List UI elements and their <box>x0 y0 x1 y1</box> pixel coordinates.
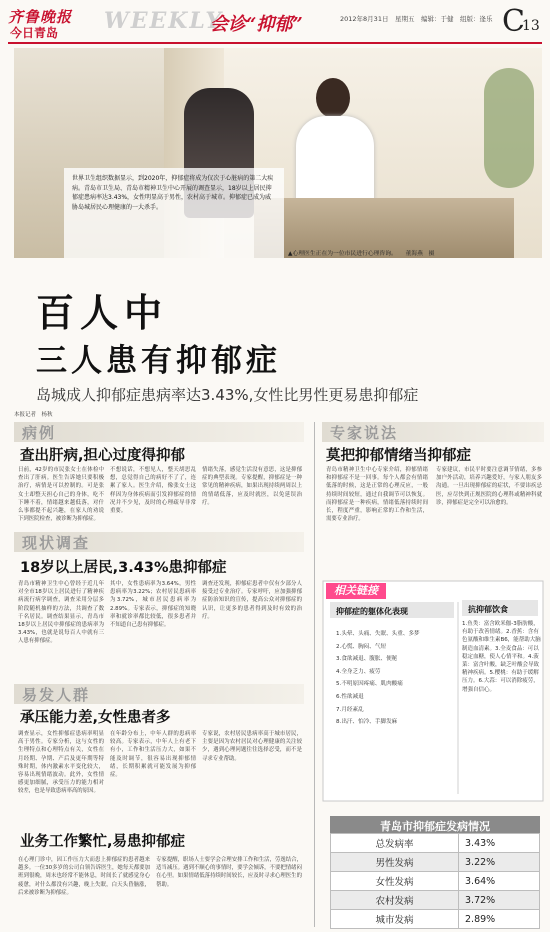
antidep-title: 抗抑郁饮食 <box>468 605 508 614</box>
symptom-item: 8.出汗、怕冷、手脚发麻 <box>336 719 398 726</box>
rate-label: 农村发病 <box>331 891 459 910</box>
rate-value: 3.22% <box>459 853 540 872</box>
header-rule <box>8 42 542 44</box>
expert-body-1: 青岛市精神卫生中心专家介绍，抑郁情绪和抑郁症不是一回事。每个人都会有情绪低落的时候，这是正常的心理反应，一般持续时间较短，通过自我调节可以恢复。而抑郁症是一种疾病，情绪低落持续时间长，程度严重，影响正常的工作和生活，需要专业治疗。 <box>326 467 428 523</box>
rate-value: 3.72% <box>459 891 540 910</box>
byline: 本报记者 杨秋 <box>14 412 53 418</box>
rate-label: 女性发病 <box>331 872 459 891</box>
rate-table-title: 青岛市抑郁症发病情况 <box>330 816 540 836</box>
easy-section-head <box>14 684 304 704</box>
work-title: 业务工作繁忙,易患抑郁症 <box>20 834 186 850</box>
expert-section-head <box>322 422 544 442</box>
rate-value: 2.89% <box>459 910 540 929</box>
case-tag: 病例 <box>22 424 57 442</box>
masthead-edition: 今日青岛 <box>10 26 59 40</box>
column-name: 会诊“抑郁” <box>210 14 303 35</box>
rate-label: 城市发病 <box>331 910 459 929</box>
case-section-head <box>14 422 304 442</box>
table-row <box>331 853 540 872</box>
rate-table <box>330 833 540 929</box>
page-letter: C <box>502 4 525 39</box>
survey-body-1: 青岛市精神卫生中心曾经于近几年对全市18岁以上居民进行了精神疾病流行病学调查，调查采用分层多阶段随机抽样的方法，共调查了数千名居民。调查结果显示，青岛市18岁以上居民中抑郁症的患病率为3.43%，也就是说每百人中就有三人患有抑郁症。 <box>18 581 104 645</box>
photo-caption: ▲心理医生正在为一位市民进行心理咨询。 董海燕 摄 <box>288 251 435 257</box>
masthead <box>8 6 100 40</box>
case-body-1: 日前，42岁的市民张女士在体检中查出了肝病。医生告诉她只要积极治疗，病情是可以控制的。可是张女士却整天担心自己的身体，吃不下睡不着，情绪越来越低落，对什么事都提不起兴趣，在家人的劝说下到医院检查，被诊断为抑郁症。 <box>18 467 104 523</box>
case-body-2: 不想说话，不想见人，整天胡思乱想，总觉得自己的病好不了了，连累了家人。医生介绍，像张女士这样因为身体疾病而引发抑郁症的情况并不少见，及时的心理疏导非常重要。 <box>110 467 196 515</box>
column-divider <box>314 422 315 927</box>
symptom-item: 6.性欲减退 <box>336 693 364 700</box>
masthead-name: 齐鲁晚报 <box>8 8 73 26</box>
table-row <box>331 834 540 853</box>
photo-plant <box>484 68 534 188</box>
rate-label: 男性发病 <box>331 853 459 872</box>
survey-title: 18岁以上居民,3.43%患抑郁症 <box>20 560 227 576</box>
table-row <box>331 872 540 891</box>
easy-title: 承压能力差,女性患者多 <box>20 710 171 726</box>
symptom-title: 抑郁症的躯体化表现 <box>336 607 408 616</box>
antidep-text: 1.鱼类：富含欧米伽-3脂肪酸，有助于改善情绪。2.香蕉：含有色氨酸和维生素B6，能帮助大脑制造血清素。3.全麦食品：可以稳定血糖，使人心情平和。4.菠菜：富含叶酸，缺乏叶酸会导致精神疾病。5.樱桃：有助于缓解压力。6.大蒜：可以消除疲劳，增强自信心。 <box>462 621 541 693</box>
symptom-item: 3.食欲减退、腹胀、便秘 <box>336 656 398 663</box>
expert-title: 莫把抑郁情绪当抑郁症 <box>326 448 471 464</box>
rate-value: 3.64% <box>459 872 540 891</box>
symptom-item: 4.全身乏力、疲劳 <box>336 668 381 675</box>
survey-section-head <box>14 532 304 552</box>
headline-kicker: 百人中 <box>36 290 169 335</box>
headline-title: 三人患有抑郁症 <box>36 343 281 379</box>
easy-body-3: 专家说，农村居民患病率高于城市居民，主要是因为农村居民对心理健康的关注较少，遇到心理问题往往选择忍受，而不是寻求专业帮助。 <box>202 731 302 762</box>
photo-doctor-head <box>316 78 350 118</box>
expert-body-2: 专家建议，市民平时要注意调节情绪，多参加户外活动，培养兴趣爱好，与家人朋友多沟通。一旦出现抑郁症的症状，不要讳疾忌医，应尽快到正规医院的心理科或精神科就诊，抑郁症是完全可以治愈的。 <box>436 467 542 506</box>
easy-body-1: 调查显示，女性抑郁症患病率明显高于男性。专家分析，这与女性的生理特点和心理特点有关，女性在月经期、孕期、产后及更年期等特殊时期，体内激素水平变化较大，容易出现情绪波动。此外，女性情感更加细腻，承受压力的能力相对较差，也是导致患病率高的原因。 <box>18 731 104 795</box>
symptom-item: 2.心慌、胸闷、气短 <box>336 643 387 650</box>
easy-tag: 易发人群 <box>22 686 91 704</box>
work-body-2: 专家提醒，职场人士要学会合理安排工作和生活，劳逸结合，适当减压。遇到不顺心的事情时，要学会倾诉，不要把情绪闷在心里。如果情绪低落持续时间较长，应及时寻求心理医生的帮助。 <box>156 857 302 888</box>
symptom-list <box>336 628 456 729</box>
expert-tag: 专家说法 <box>330 424 399 442</box>
survey-body-3: 调查还发现，抑郁症患者中仅有少部分人接受过专业治疗。专家呼吁，应加强抑郁症防治知识的宣传，提高公众对抑郁症的认识，让更多的患者得到及时有效的治疗。 <box>202 581 302 620</box>
table-row <box>331 891 540 910</box>
date-line: 2012年8月31日 星期五 编辑：于健 组版：逄乐 <box>340 15 493 23</box>
rate-label: 总发病率 <box>331 834 459 853</box>
page-number: 13 <box>522 18 540 34</box>
symptom-item: 5.不明原因疼痛、肌肉酸痛 <box>336 681 403 688</box>
related-tag: 相关链接 <box>326 583 386 599</box>
case-body-3: 情绪失落，感觉生活没有意思，这是抑郁症的典型表现。专家提醒，抑郁症是一种常见的精神疾病，如果出现持续两周以上的情绪低落，应及时就医，以免延误治疗。 <box>202 467 302 506</box>
photo-intro-box: 世界卫生组织数据显示，到2020年，抑郁症将成为仅次于心脏病的第二大疾病。青岛市卫生局、青岛市精神卫生中心开展的调查显示，18岁以上居民抑郁症患病率达3.43%，女性明显高于男性，农村高于城市。抑郁症已成为威胁岛城居民心理健康的一大杀手。 <box>64 168 284 258</box>
survey-body-2: 其中，女性患病率为3.64%，男性患病率为3.22%；农村居民患病率为3.72%，城市居民患病率为2.89%。专家表示，抑郁症的知晓率和就诊率都比较低，很多患者并不知道自己患有抑郁症。 <box>110 581 196 629</box>
easy-body-2: 在年龄分布上，中年人群的患病率较高。专家表示，中年人上有老下有小，工作和生活压力大，如果不能及时调节，很容易出现抑郁情绪，长期积累就可能发展为抑郁症。 <box>110 731 196 779</box>
case-title: 查出肝病,担心过度得抑郁 <box>20 448 186 464</box>
survey-tag: 现状调查 <box>22 534 91 552</box>
table-row <box>331 910 540 929</box>
symptom-item: 1.头晕、头痛、失眠、头重、多梦 <box>336 631 420 637</box>
rate-value: 3.43% <box>459 834 540 853</box>
weekly-label: WEEKLY <box>104 8 224 34</box>
headline-subtitle: 岛城成人抑郁症患病率达3.43%,女性比男性更易患抑郁症 <box>36 386 419 404</box>
symptom-item: 7.月经紊乱 <box>336 706 364 713</box>
work-body-1: 在心理门诊中，因工作压力大而患上抑郁症的患者越来越多。一位30多岁的公司白领告诉医生，她每天都要加班到很晚，周末也经常不能休息，时间长了就感觉身心疲惫，对什么都没有兴趣，晚上失眠，白天头昏脑涨，后来被诊断为抑郁症。 <box>18 857 150 896</box>
